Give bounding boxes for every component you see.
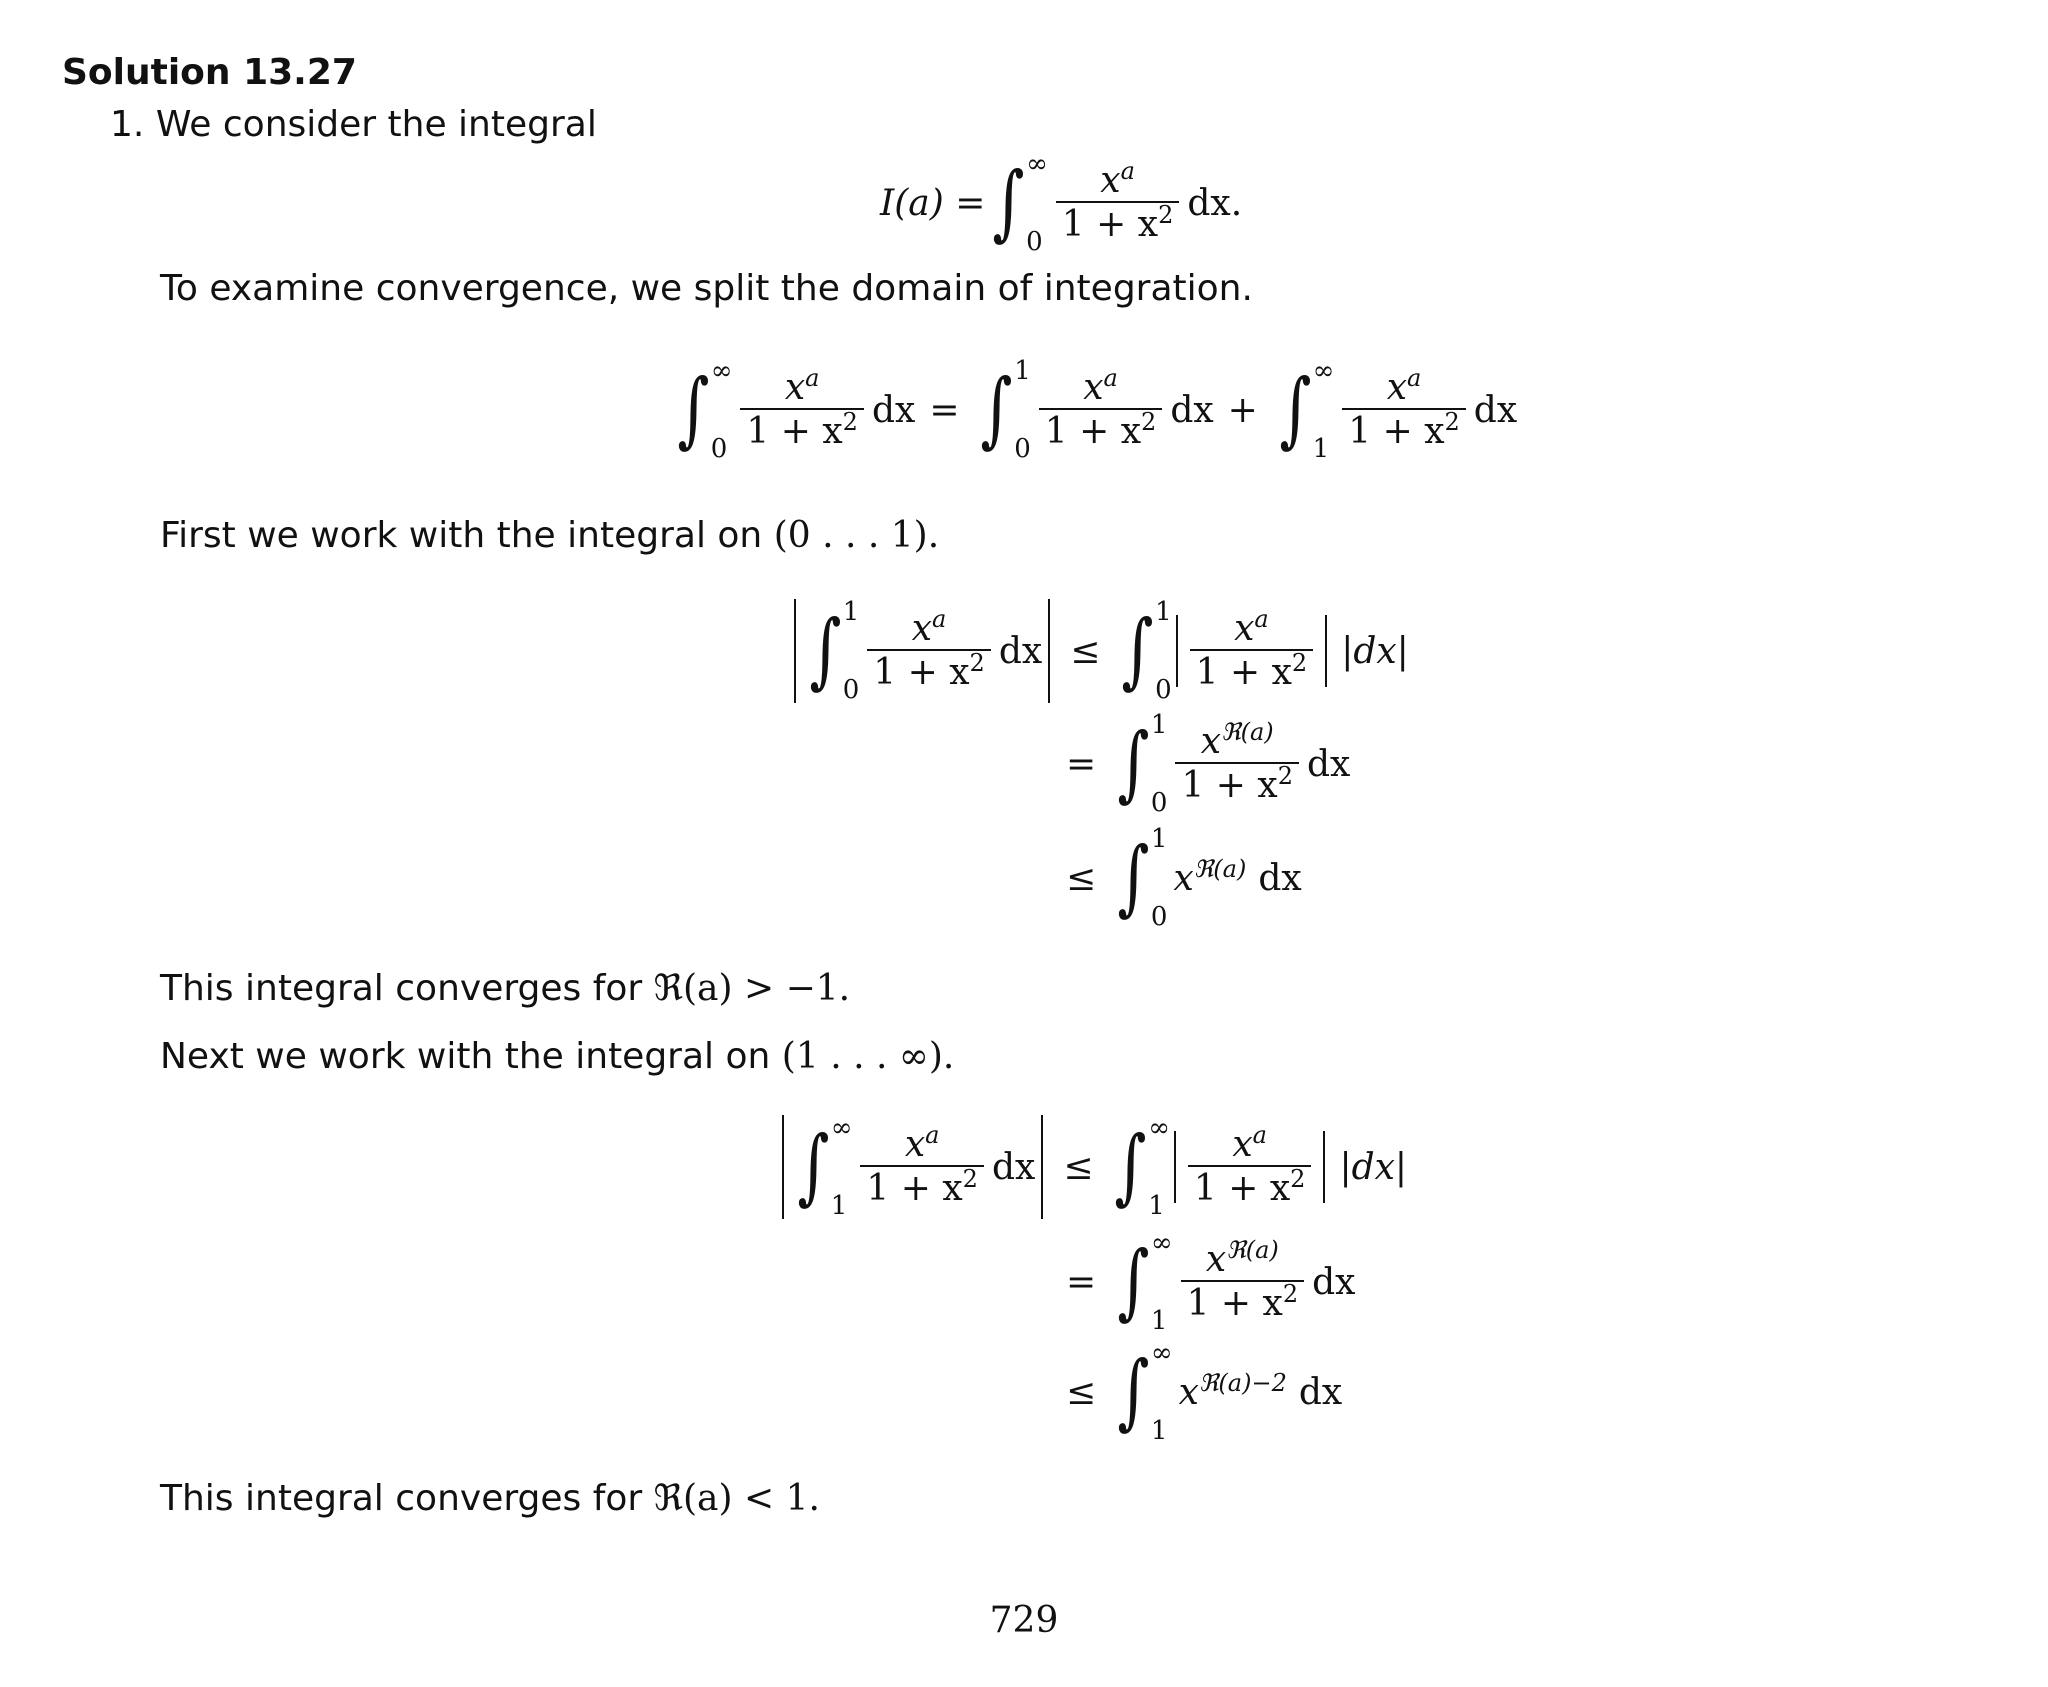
paragraph-converges-1: This integral converges for ℜ(a) > −1. <box>160 968 851 1009</box>
item-text: We consider the integral <box>155 104 597 145</box>
inequality-2-line1: ∫ ∞ 1 $\frac{x^a}{1 + x^2}$ dx ≤ ∫ ∞ 1 $\frac{x^a}{1 + x^2}$ |dx| <box>776 1112 1407 1222</box>
inequality-1-line3: ≤ ∫ 1 0 $x^{ℜ(a)}$ dx <box>1066 824 1302 932</box>
list-item-1 <box>110 104 597 145</box>
eq1-dx: dx. <box>1187 182 1243 224</box>
inequality-1-line1: ∫ 1 0 $\frac{x^a}{1 + x^2}$ dx ≤ ∫ 1 0 $\frac{x^a}{1 + x^2}$ |dx| <box>788 596 1409 706</box>
paragraph-first: First we work with the integral on (0 . . . 1). <box>160 515 940 556</box>
inequality-1-line2: = ∫ 1 0 $\frac{x^{ℜ(a)}}{1 + x^2}$ dx <box>1066 710 1351 818</box>
paragraph-converges-2: This integral converges for ℜ(a) < 1. <box>160 1478 820 1519</box>
page-number: 729 <box>989 1600 1059 1641</box>
eq1-lhs: I(a) = <box>880 182 986 224</box>
fraction: $\frac{x^a}{1 + x^2}$ <box>1056 161 1180 244</box>
integral-sign: ∫ ∞ 0 <box>992 149 1048 257</box>
inequality-2-line3: ≤ ∫ ∞ 1 $x^{ℜ(a)-2}$ dx <box>1066 1338 1343 1446</box>
inequality-2-line2: = ∫ ∞ 1 $\frac{x^{ℜ(a)}}{1 + x^2}$ dx <box>1066 1228 1356 1336</box>
paragraph-next: Next we work with the integral on (1 . . . ∞). <box>160 1036 955 1077</box>
solution-heading: Solution 13.27 <box>62 52 357 93</box>
equation-ia <box>880 148 1242 258</box>
equation-split: ∫ ∞ 0 $\frac{x^a}{1 + x^2}$ dx = ∫ 1 0 $\frac{x^a}{1 + x^2}$ dx + ∫ ∞ 1 $\frac{x^a}{1 + x^2}$ dx <box>677 356 1518 464</box>
item-number: 1. <box>110 104 145 145</box>
paragraph-split: To examine convergence, we split the domain of integration. <box>160 268 1253 309</box>
